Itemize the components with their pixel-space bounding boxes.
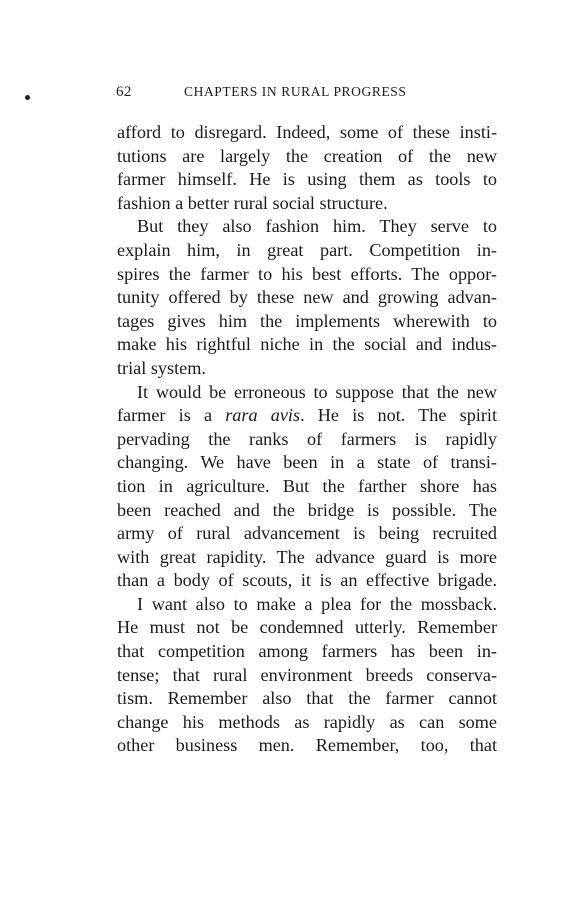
text-line: pervading the ranks of farmers is rapidly — [117, 428, 497, 449]
text-line: been reached and the bridge is possible. The — [117, 499, 497, 520]
margin-dot-mark — [25, 95, 30, 100]
text-line: tages gives him the implements wherewith to — [117, 310, 497, 331]
text-line: But they also fashion him. They serve to — [137, 216, 497, 237]
body-text — [117, 121, 497, 758]
text-line: afford to disregard. Indeed, some of these insti- — [117, 122, 497, 142]
page-number: 62 — [116, 84, 132, 100]
text-line: than a body of scouts, it is an effective brigade. — [117, 570, 497, 591]
text-line: make his rightful niche in the social and indus- — [117, 334, 497, 355]
page-header — [116, 84, 516, 106]
text-line: changing. We have been in a state of transi- — [117, 452, 497, 473]
text-line: army of rural advancement is being recruited — [117, 523, 497, 544]
text-line: tion in agriculture. But the farther shore has — [117, 475, 497, 496]
text-line: farmer himself. He is using them as tools to — [117, 169, 497, 190]
text-line: tunity offered by these new and growing advan- — [117, 287, 497, 308]
text-line: It would be erroneous to suppose that the new — [137, 381, 497, 402]
text-line: spires the farmer to his best efforts. The oppor- — [117, 263, 497, 284]
text-line: I want also to make a plea for the mossback. — [137, 593, 497, 614]
running-head: CHAPTERS IN RURAL PROGRESS — [184, 84, 407, 99]
text-line: explain him, in great part. Competition in- — [117, 239, 497, 260]
text-line: other business men. Remember, too, that — [117, 735, 497, 756]
text-line: trial system. — [117, 357, 206, 378]
text-line: tutions are largely the creation of the new — [117, 145, 497, 166]
text-line: fashion a better rural social structure. — [117, 192, 388, 213]
text-line: with great rapidity. The advance guard is more — [117, 546, 497, 567]
text-line: tism. Remember also that the farmer cannot — [117, 688, 497, 709]
text-line: tense; that rural environment breeds conserva- — [117, 664, 497, 685]
text-line: He must not be condemned utterly. Remember — [117, 617, 497, 638]
italic-phrase: rara avis — [225, 405, 301, 426]
text-line: farmer is a rara avis. He is not. The spirit — [117, 405, 497, 426]
text-line: change his methods as rapidly as can some — [117, 711, 497, 732]
text-line: that competition among farmers has been in- — [117, 641, 497, 662]
